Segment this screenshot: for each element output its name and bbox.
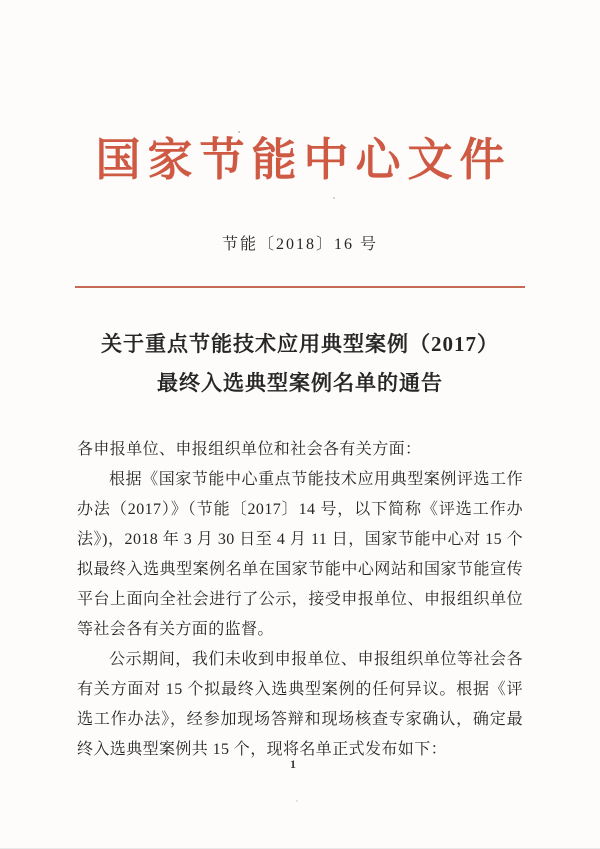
red-divider-line: [75, 286, 525, 288]
salutation-line: 各申报单位、申报组织单位和社会各有关方面：: [77, 441, 422, 458]
notice-title: [0, 325, 600, 403]
body-paragraph-2: 公示期间，我们未收到申报单位、申报组织单位等社会各有关方面对 15 个拟最终入选典型案例的任何异议。根据《评选工作办法》，经参加现场答辩和现场核查专家确认，确定最终入选典型案例共 15 个，现将名单正式发布如下：: [77, 651, 523, 758]
notice-title-line1: 关于重点节能技术应用典型案例（2017）: [101, 332, 499, 356]
notice-title-line2: 最终入选典型案例名单的通告: [157, 371, 443, 395]
document-body: [77, 435, 523, 765]
page-number: 1: [290, 757, 296, 771]
document-header-title: 国家节能中心文件: [95, 135, 512, 185]
document-number: 节能〔2018〕16 号: [221, 236, 378, 253]
body-paragraph-1: 根据《国家节能中心重点节能技术应用典型案例评选工作办法（2017）》（节能〔2017〕14 号，以下简称《评选工作办法》)，2018 年 3 月 30 日至 4 月 11 日，国家节能中心对 15 个拟最终入选典型案例名单在国家节能中心网站和国家节能宣传平台上面向全社会进行了公示，接受申报单位、申报组织单位等社会各有关方面的监督。: [77, 471, 523, 638]
